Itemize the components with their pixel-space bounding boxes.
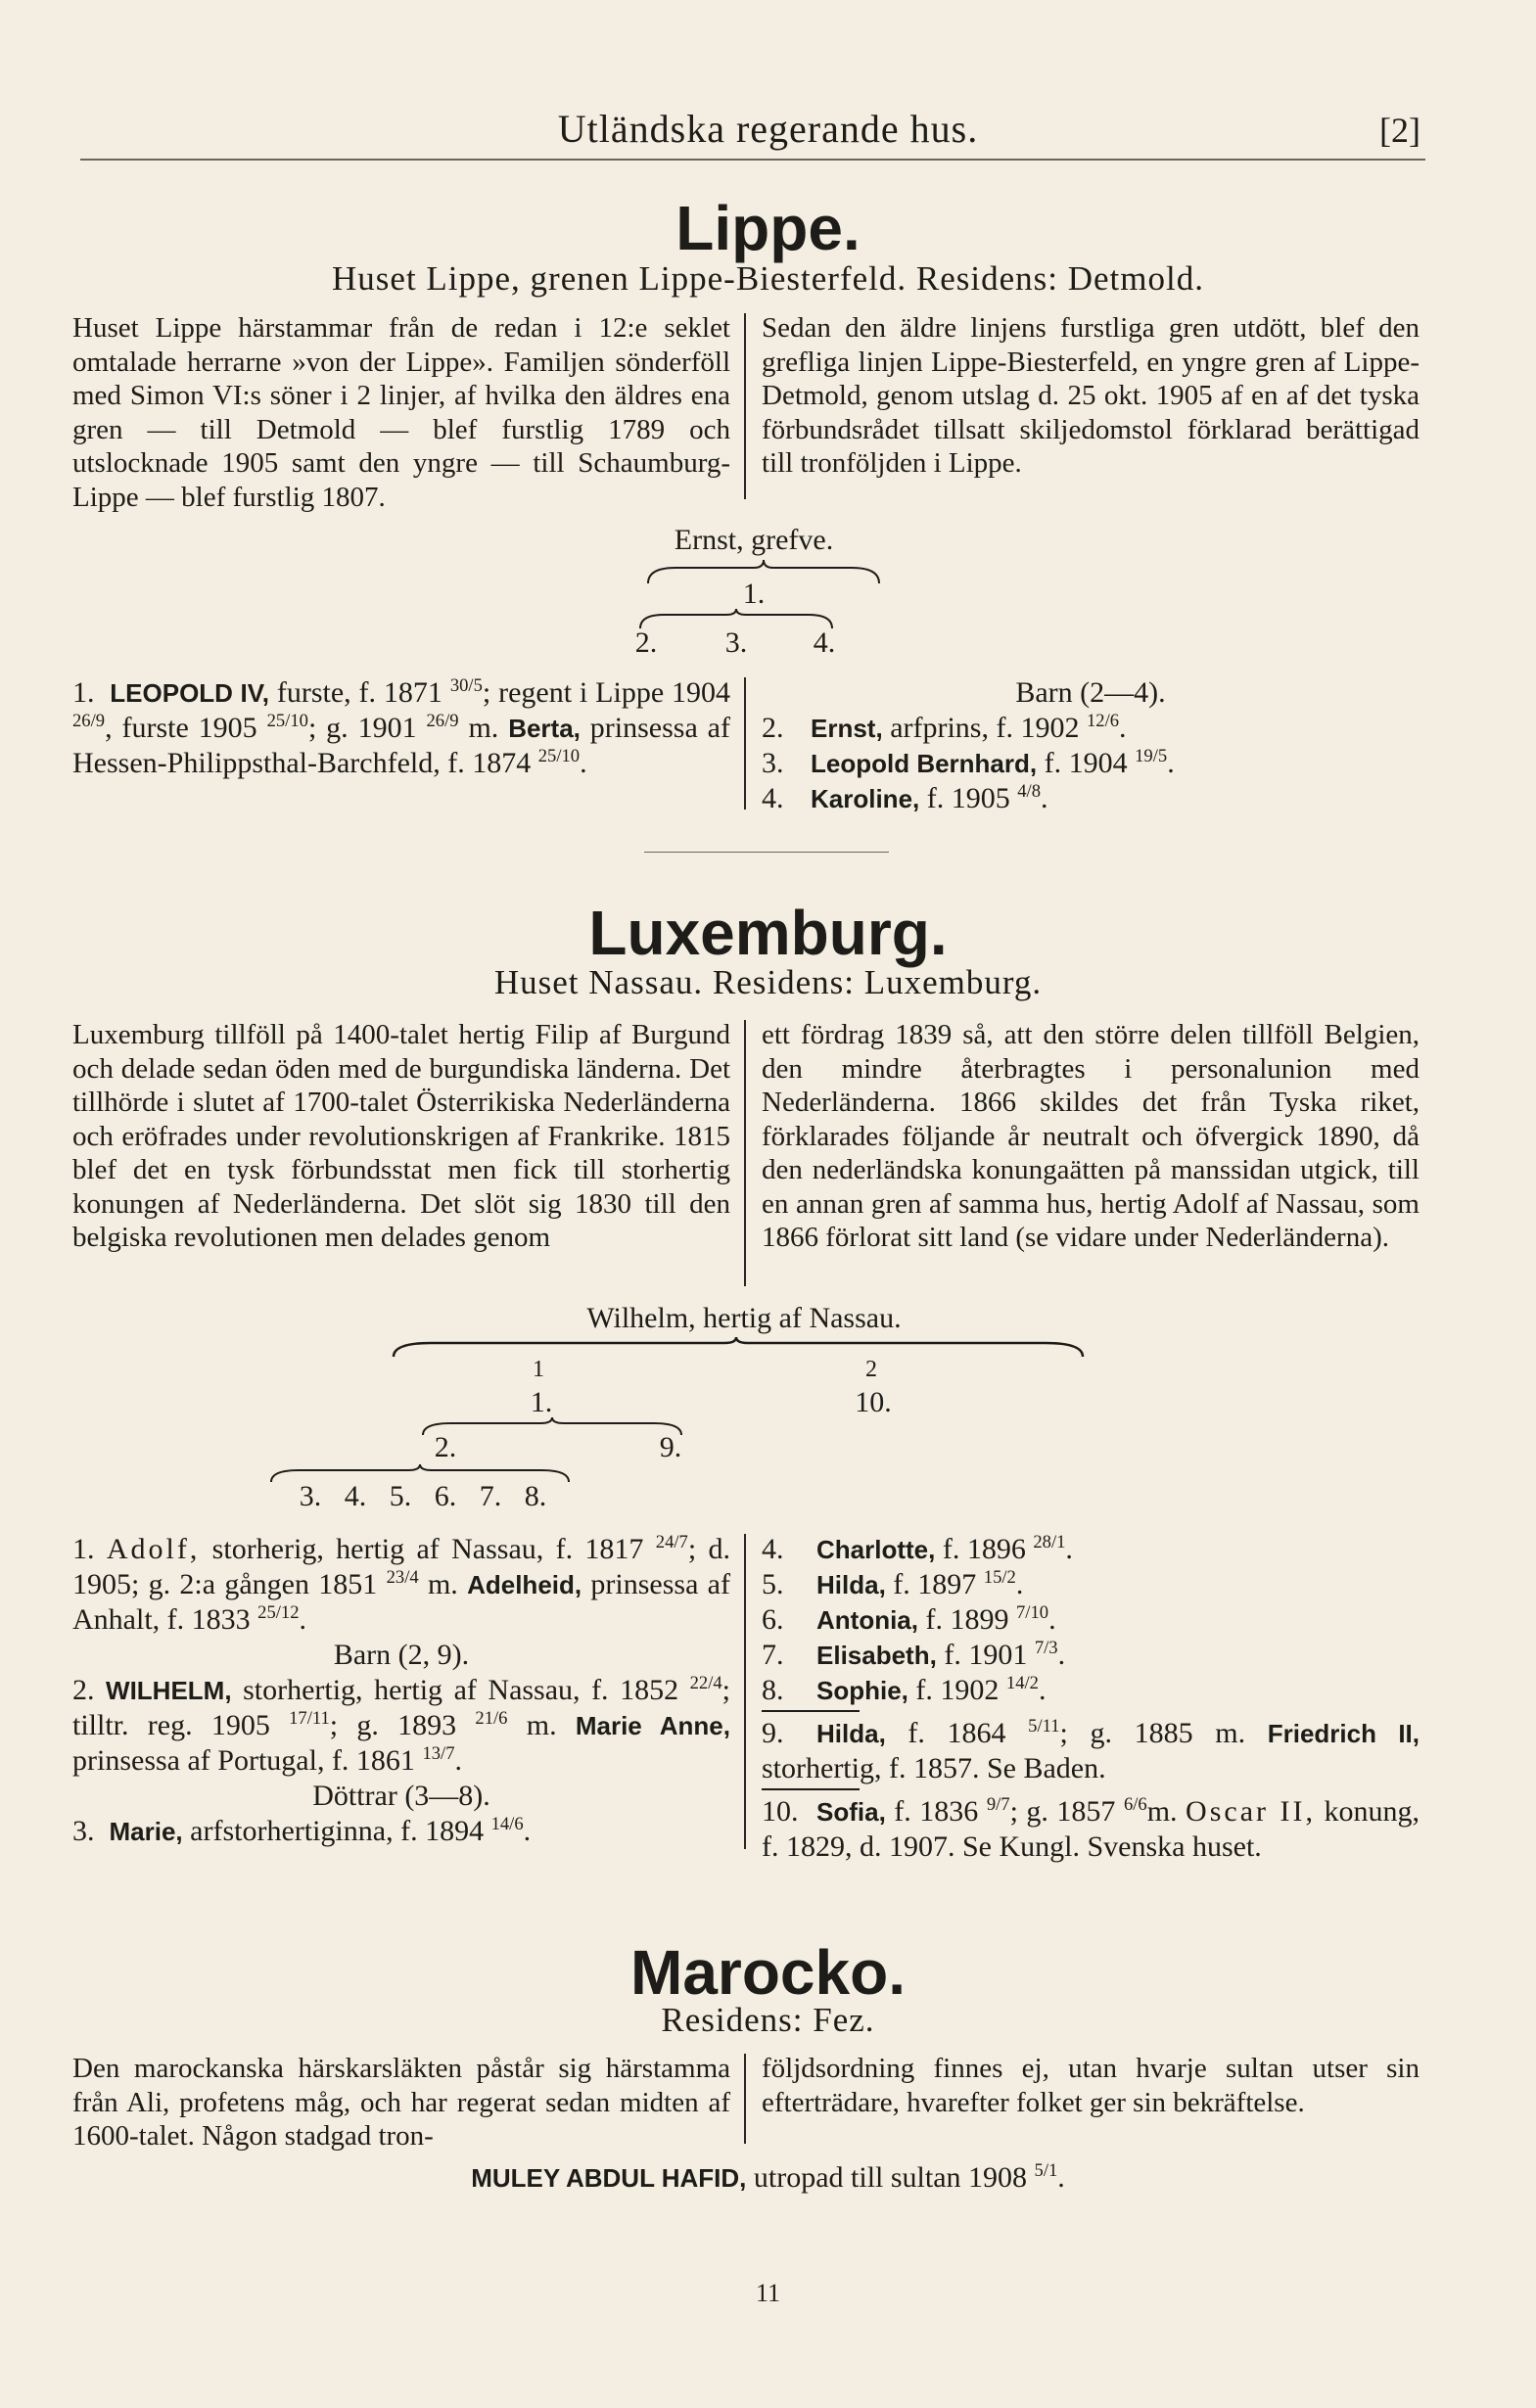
section-title-lippe: Lippe. (675, 193, 861, 263)
section-title-marocko: Marocko. (630, 1937, 906, 2008)
tree-root-ernst: Ernst, grefve. (674, 524, 834, 556)
luxemburg-entries-right: 4. Charlotte, f. 1896 $^{28/1}$. 5. Hilda, f. 1897 $^{15/2}$. 6. Antonia, f. 1899 $^{7/10}$. 7. Elisabeth, f. 1901 $^{7/3}$. 8. Sophie, f. 1902 $^{14/2}$. 9. Hilda, f. 1864 $^{5/11}$; g. 1885 m. Friedrich II, storhertig, f. 1857. Se Baden. 10. Sofia, f. 1836 $^{9/7}$; g. 1857 $^{6/6}$m. Oscar II, konung, f. 1829, d. 1907. Se Kungl. Svenska huset. (762, 1532, 1420, 1863)
luxemburg-subtitle: Huset Nassau. Residens: Luxemburg. (493, 963, 1043, 1001)
tree-root-wilhelm: Wilhelm, hertig af Nassau. (586, 1302, 902, 1334)
column-divider (744, 2054, 746, 2144)
luxemburg-intro-left: Luxemburg tillföll på 1400-talet hertig Filip af Burgund och delade sedan öden med de burgundiska länderna. Det tillhörde i slutet af 1700-talet Österrikiska Nederländerna och eröfrades under revolutionskrigen af Frankrike. 1815 blef det en tysk förbundsstat men fick till storhertig konungen af Nederländerna. Det slöt sig 1830 till den belgiska revolutionen men delades genom (72, 1019, 730, 1253)
tree-branch-2: 2 (865, 1357, 877, 1382)
lippe-children: Barn (2—4). 2. Ernst, arfprins, f. 1902 $^{12/6}$. 3. Leopold Bernhard, f. 1904 $^{19/5}$. 4. Karoline, f. 1905 $^{4/8}$. (762, 676, 1175, 814)
lippe-intro-left: Huset Lippe härstammar från de redan i 12:e seklet omtalade herrarne »von der Lippe». Familjen sönderföll med Simon VI:s söner i 2 linjer, af hvilka den äldres ena gren — till Detmold — blef furstlig 1789 och utslocknade 1905 samt den yngre — till Schaumburg-Lippe — blef furstlig 1807. (72, 312, 730, 513)
tree-leaves: 3. 4. 5. 6. 7. 8. (299, 1480, 547, 1512)
ruler-name: LEOPOLD IV, (110, 678, 269, 708)
marocko-intro-right: följdsordning finnes ej, utan hvarje sultan utser sin efterträdare, hvarefter folket ger sin bekräftelse. (762, 2053, 1420, 2118)
tree-node-1: 1. (742, 578, 766, 610)
luxemburg-intro-right: ett fördrag 1839 så, att den större delen tillföll Belgien, den mindre återbragtes i personalunion med Nederländerna. 1866 skildes det från Tyska riket, förklarades följande år neutralt och öfvergick 1890, då den nederländska konungaätten på manssidan utgick, till en annan gren af samma hus, hertig Adolf af Nassau, som 1866 förlorat sitt land (se vidare under Nederländerna). (762, 1019, 1420, 1253)
lippe-subtitle: Huset Lippe, grenen Lippe-Biesterfeld. Residens: Detmold. (332, 259, 1204, 298)
tree-node-4: 4. (813, 626, 836, 659)
luxemburg-entries-left: 1. Adolf, storherig, hertig af Nassau, f. 1817 $^{24/7}$; d. 1905; g. 2:a gången 1851 $^{23/4}$ m. Adelheid, prinsessa af Anhalt, f. 1833 $^{25/12}$. Barn (2, 9). 2. WILHELM, storhertig, hertig af Nassau, f. 1852 $^{22/4}$; tilltr. reg. 1905 $^{17/11}$; g. 1893 $^{21/6}$ m. Marie Anne, prinsessa af Portugal, f. 1861 $^{13/7}$. Döttrar (3—8). 3. Marie, arfstorhertiginna, f. 1894 $^{14/6}$. (72, 1532, 730, 1847)
marocko-intro-left: Den marockanska härskarsläkten påstår sig härstamma från Ali, profetens måg, och har regerat sedan midten af 1600-talet. Någon stadgad tron- (72, 2053, 730, 2152)
column-divider (744, 677, 746, 810)
tree-node-9: 9. (659, 1431, 682, 1463)
entry-rule (762, 1710, 860, 1712)
column-divider (744, 1020, 746, 1286)
lippe-ruler-entry: 1. LEOPOLD IV, furste, f. 1871 $^{30/5}$; regent i Lippe 1904 $^{26/9}$, furste 1905 $^{25/10}$; g. 1901 $^{26/9}$ m. Berta, prinsessa af Hessen-Philippsthal-Barchfeld, f. 1874 $^{25/10}$. (72, 675, 731, 779)
page-number: 11 (755, 2279, 781, 2307)
tree-node-1: 1. (530, 1386, 553, 1418)
column-divider (744, 1534, 746, 1849)
tree-node-2: 2. (634, 626, 658, 659)
entry-rule (762, 1788, 860, 1790)
tree-node-2: 2. (434, 1431, 457, 1463)
lippe-intro-right: Sedan den äldre linjens furstliga gren utdött, blef den grefliga linjen Lippe-Biesterfeld, en yngre gren af Lippe-Detmold, genom utslag d. 25 okt. 1905 af en af det tyska förbundsrådet tillsatt skiljedomstol förklarad berättigad till tronföljden i Lippe. (762, 312, 1420, 479)
page-marker: [2] (1379, 111, 1420, 150)
tree-branch-1: 1 (533, 1357, 544, 1382)
marocko-subtitle: Residens: Fez. (661, 2001, 875, 2039)
marocko-ruler: MULEY ABDUL HAFID, utropad till sultan 1908 $^{5/1}$. (471, 2160, 1065, 2194)
tree-brace (392, 1335, 1087, 1361)
running-header: Utländska regerande hus. (557, 107, 979, 151)
header-rule (80, 159, 1425, 161)
tree-node-3: 3. (724, 626, 748, 659)
section-divider (644, 852, 889, 853)
section-title-luxemburg: Luxemburg. (588, 898, 948, 968)
column-divider (744, 313, 746, 499)
tree-node-10: 10. (855, 1386, 892, 1418)
